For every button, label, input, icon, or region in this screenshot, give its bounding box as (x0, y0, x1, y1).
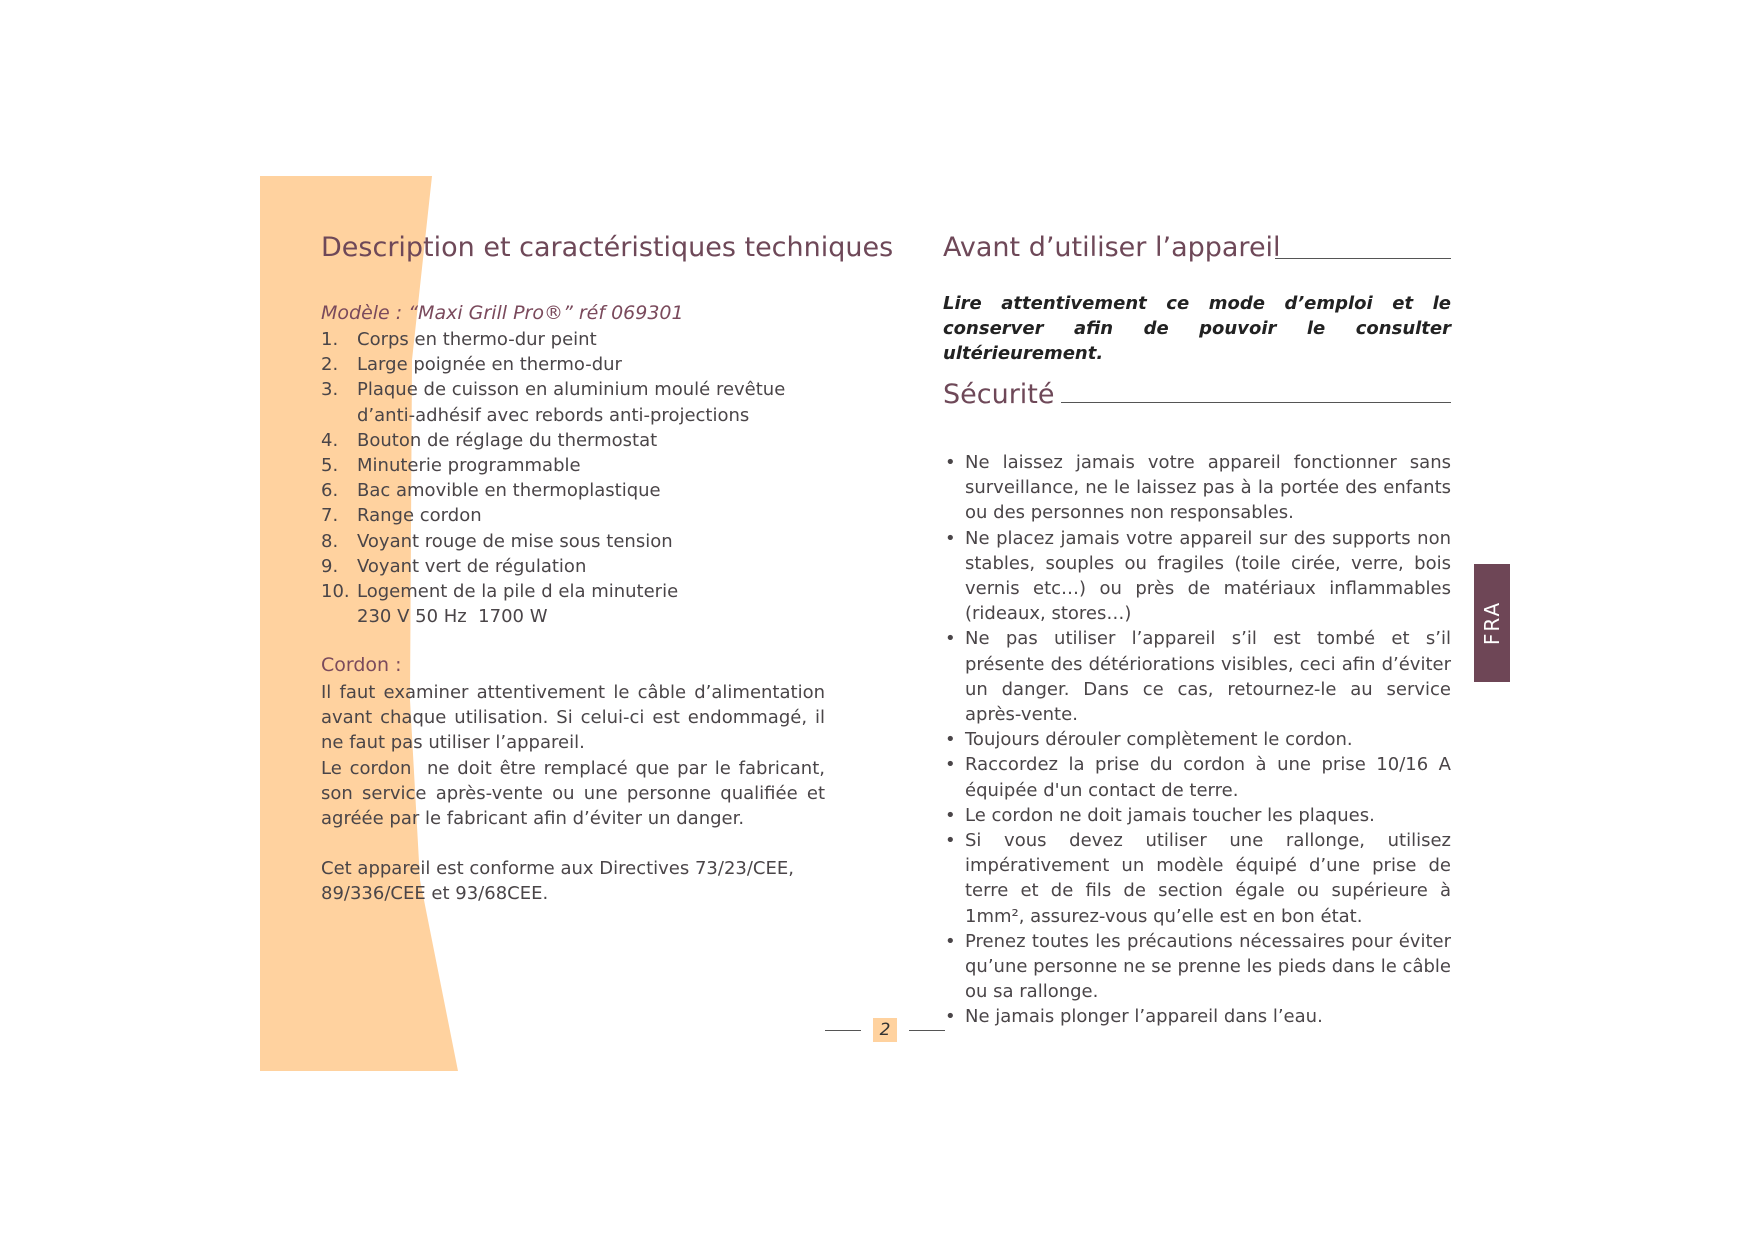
list-item: 8. Voyant rouge de mise sous tension (321, 530, 673, 552)
intro-text: Lire attentivement ce mode d’emploi et le conserver afin de pouvoir le consulter ultérieurement. (943, 293, 1451, 364)
cordon-heading: Cordon : (321, 654, 402, 676)
list-item: • Ne laissez jamais votre appareil fonctionner sans surveillance, ne le laissez pas à la portée des enfants ou des personnes non responsables. (945, 452, 1451, 524)
language-tab-label: FRA (1480, 600, 1504, 646)
list-item: 2. Large poignée en thermo-dur (321, 354, 622, 376)
list-item: • Prenez toutes les précautions nécessaires pour éviter qu’une personne ne se prenne les pieds dans le câble ou sa rallonge. (945, 930, 1451, 1003)
conformity-text: Cet appareil est conforme aux Directives 73/23/CEE, 89/336/CEE et 93/68CEE. (321, 858, 794, 905)
list-item: 5. Minuterie programmable (321, 455, 581, 477)
cordon-text (321, 680, 831, 831)
cordon-paragraph: Il faut examiner attentivement le câble d’alimentation avant chaque utilisation. Si celui-ci est endommagé, il ne faut pas utiliser l’appareil. (321, 682, 825, 754)
list-item: 4. Bouton de réglage du thermostat (321, 429, 658, 451)
list-item: • Le cordon ne doit jamais toucher les plaques. (945, 804, 1375, 826)
model-line: Modèle : “Maxi Grill Pro®” réf 069301 (321, 302, 684, 324)
list-item: • Raccordez la prise du cordon à une prise 10/16 A équipée d'un contact de terre. (945, 754, 1451, 801)
list-item: 1. Corps en thermo-dur peint (321, 329, 597, 350)
list-item: • Ne placez jamais votre appareil sur des supports non stables, souples ou fragiles (toile cirée, verre, bois vernis etc…) ou près de matériaux inflammables (rideaux, stores…) (945, 527, 1451, 625)
list-item: • Si vous devez utiliser une rallonge, utilisez impérativement un modèle équipé d’une prise de terre et de fils de section égale ou supérieure à 1mm², assurez-vous qu’elle est en bon état. (945, 830, 1451, 927)
safety-list (943, 450, 1451, 1030)
page-number-badge: 2 (873, 1018, 897, 1042)
features-list (321, 327, 825, 629)
list-item: 9. Voyant vert de régulation (321, 555, 587, 577)
list-item: 10. Logement de la pile d ela minuterie (321, 581, 679, 603)
language-tab (1474, 564, 1510, 682)
page-number (825, 1018, 945, 1042)
security-title: Sécurité (943, 379, 1055, 410)
list-item: • Ne jamais plonger l’appareil dans l’eau. (945, 1006, 1323, 1028)
list-item: 6. Bac amovible en thermoplastique (321, 480, 661, 502)
page-number-rule-left (825, 1030, 861, 1031)
before-use-title: Avant d’utiliser l’appareil (943, 232, 1281, 263)
list-item: • Toujours dérouler complètement le cordon. (945, 729, 1353, 751)
description-title: Description et caractéristiques techniques (321, 232, 894, 263)
page-number-rule-right (909, 1030, 945, 1031)
list-item: 3. Plaque de cuisson en aluminium moulé revêtue d’anti-adhésif avec rebords anti-projections (321, 379, 786, 426)
power-spec: 230 V 50 Hz 1700 W (357, 606, 548, 628)
title-underline (1275, 258, 1451, 259)
cordon-paragraph: Le cordon ne doit être remplacé que par le fabricant, son service après-vente ou une personne qualifiée et agréée par le fabricant afin d’éviter un danger. (321, 757, 831, 830)
list-item: 7. Range cordon (321, 505, 482, 527)
list-item: • Ne pas utiliser l’appareil s’il est tombé et s’il présente des détériorations visibles, ceci afin d’éviter un danger. Dans ce cas, retournez-le au service après-vente. (945, 628, 1451, 726)
security-underline (1061, 402, 1451, 403)
